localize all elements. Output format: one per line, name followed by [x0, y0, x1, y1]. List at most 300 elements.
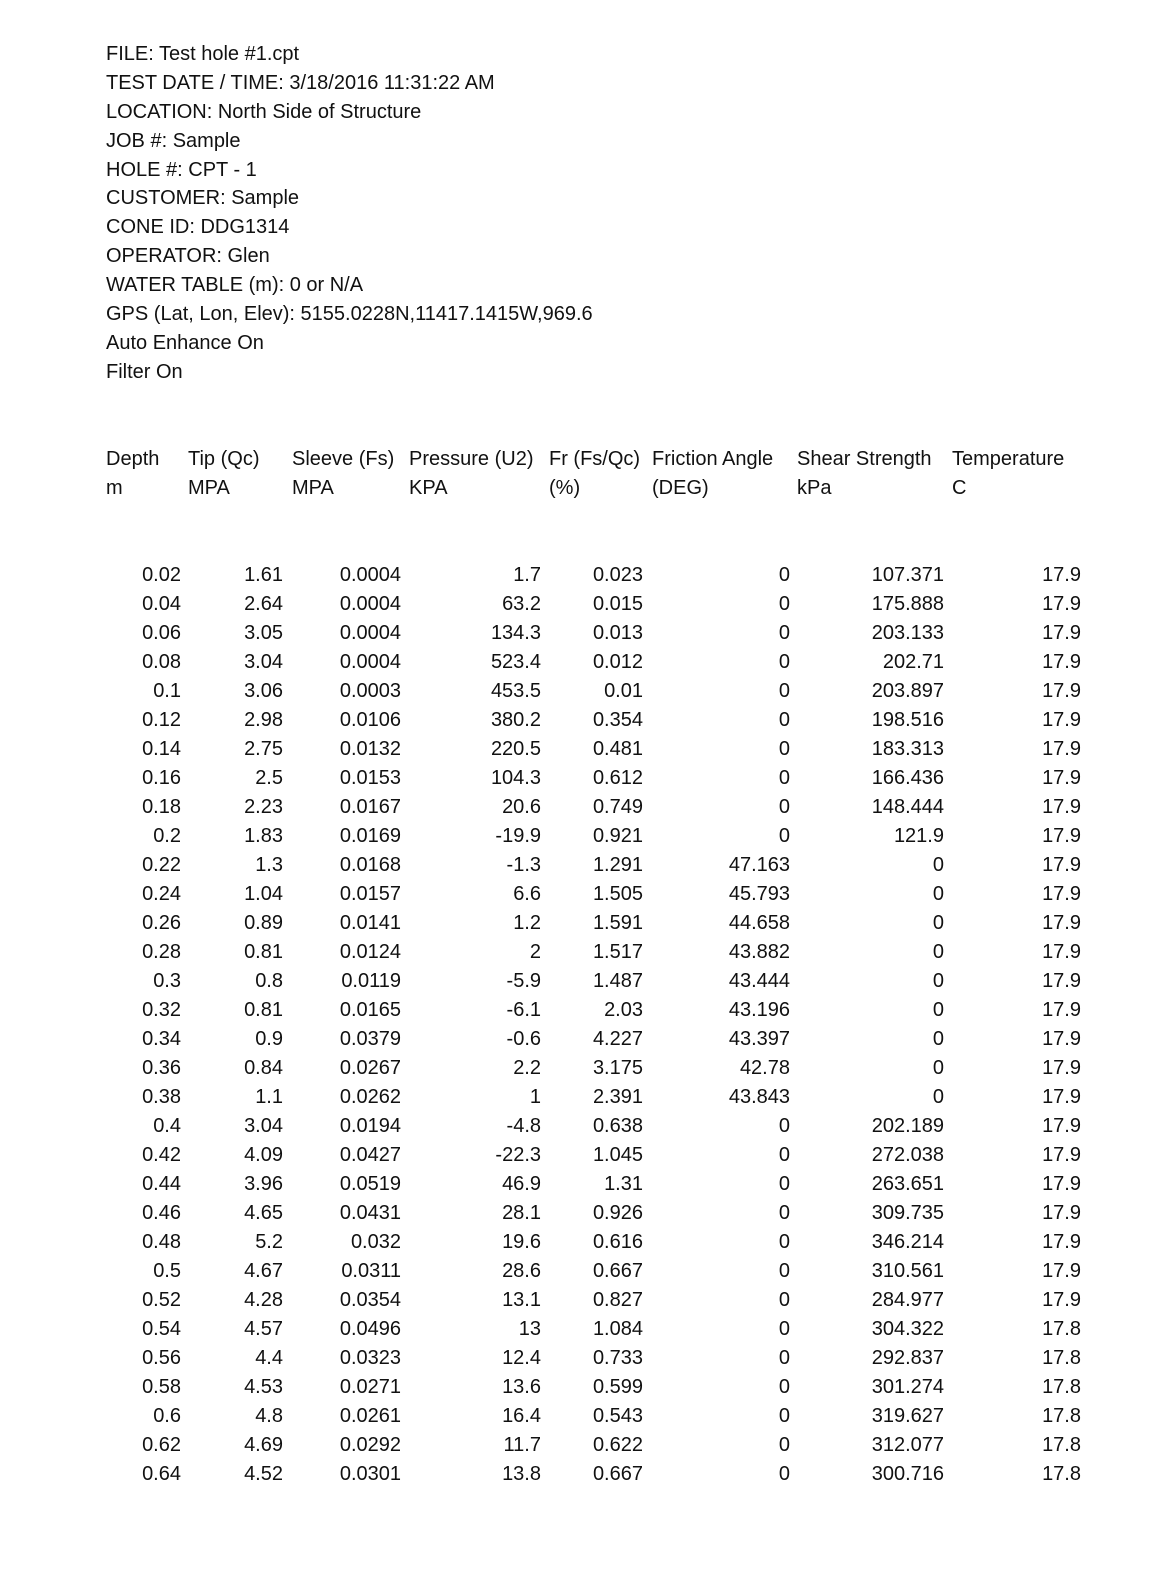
- table-cell: 0.54: [142, 1318, 181, 1340]
- table-cell: 17.9: [1042, 1231, 1081, 1253]
- table-cell: 44.658: [728, 912, 790, 934]
- table-row: [0, 1286, 1176, 1315]
- table-cell: 0: [778, 1173, 790, 1195]
- table-cell: 1.2: [513, 912, 541, 934]
- table-cell: 2.5: [255, 767, 283, 789]
- table-cell: 12.4: [502, 1347, 541, 1369]
- table-row: [0, 909, 1176, 938]
- table-cell: 0.0004: [339, 622, 401, 644]
- table-cell: 0: [778, 564, 790, 586]
- table-cell: 0.749: [592, 796, 643, 818]
- table-cell: 0: [778, 1434, 790, 1456]
- table-cell: 0.01: [604, 680, 643, 702]
- table-cell: 43.196: [728, 999, 790, 1021]
- table-cell: 0.64: [142, 1463, 181, 1485]
- table-cell: 0: [778, 622, 790, 644]
- table-cell: 43.397: [728, 1028, 790, 1050]
- column-header-name: Pressure (U2): [409, 448, 534, 470]
- table-row: [0, 1373, 1176, 1402]
- header-line: OPERATOR: Glen: [106, 245, 270, 268]
- table-cell: 17.9: [1042, 1028, 1081, 1050]
- table-cell: 4.57: [244, 1318, 283, 1340]
- table-cell: 3.96: [244, 1173, 283, 1195]
- table-cell: 0.0292: [339, 1434, 401, 1456]
- table-cell: 17.9: [1042, 1115, 1081, 1137]
- table-cell: 0: [778, 680, 790, 702]
- table-cell: 0: [932, 912, 944, 934]
- table-cell: 17.8: [1042, 1347, 1081, 1369]
- table-cell: 0: [778, 1231, 790, 1253]
- table-cell: 0.84: [244, 1057, 283, 1079]
- table-cell: 4.69: [244, 1434, 283, 1456]
- table-cell: -4.8: [506, 1115, 541, 1137]
- table-cell: 0.04: [142, 593, 181, 615]
- table-cell: 312.077: [871, 1434, 944, 1456]
- table-cell: 0.89: [244, 912, 283, 934]
- table-cell: 0: [932, 1028, 944, 1050]
- table-cell: 310.561: [871, 1260, 944, 1282]
- table-cell: 301.274: [871, 1376, 944, 1398]
- table-row: [0, 1402, 1176, 1431]
- table-cell: 0.0271: [339, 1376, 401, 1398]
- table-cell: 0.2: [153, 825, 181, 847]
- table-cell: 0.32: [142, 999, 181, 1021]
- table-cell: 20.6: [502, 796, 541, 818]
- table-cell: 17.9: [1042, 622, 1081, 644]
- table-cell: 0.612: [592, 767, 643, 789]
- table-row: [0, 764, 1176, 793]
- column-header-unit: MPA: [292, 477, 334, 499]
- table-cell: 0.14: [142, 738, 181, 760]
- table-cell: -22.3: [495, 1144, 541, 1166]
- table-cell: 0.0169: [339, 825, 401, 847]
- table-cell: 17.8: [1042, 1463, 1081, 1485]
- table-cell: 292.837: [871, 1347, 944, 1369]
- table-row: [0, 793, 1176, 822]
- table-cell: 0: [932, 1057, 944, 1079]
- table-cell: 5.2: [255, 1231, 283, 1253]
- column-header-name: Tip (Qc): [188, 448, 260, 470]
- table-cell: 0.44: [142, 1173, 181, 1195]
- table-cell: 300.716: [871, 1463, 944, 1485]
- table-cell: 166.436: [871, 767, 944, 789]
- table-cell: 1.591: [592, 912, 643, 934]
- table-row: [0, 648, 1176, 677]
- table-cell: 0: [778, 1202, 790, 1224]
- table-cell: 2: [529, 941, 541, 963]
- table-cell: 0.0141: [339, 912, 401, 934]
- table-cell: 17.8: [1042, 1405, 1081, 1427]
- table-cell: 0.81: [244, 941, 283, 963]
- table-cell: 0: [932, 999, 944, 1021]
- column-header-name: Fr (Fs/Qc): [549, 448, 641, 470]
- table-cell: 0.3: [153, 970, 181, 992]
- table-cell: 2.2: [513, 1057, 541, 1079]
- table-cell: 0.023: [592, 564, 643, 586]
- table-cell: 17.9: [1042, 564, 1081, 586]
- header-line: GPS (Lat, Lon, Elev): 5155.0228N,11417.1415W,969.6: [106, 303, 593, 326]
- table-cell: 0.1: [153, 680, 181, 702]
- table-cell: 4.09: [244, 1144, 283, 1166]
- table-cell: 0.48: [142, 1231, 181, 1253]
- table-cell: 1.045: [592, 1144, 643, 1166]
- column-header-name: Temperature: [952, 448, 1065, 470]
- table-row: [0, 619, 1176, 648]
- table-cell: 1.7: [513, 564, 541, 586]
- table-cell: 1: [529, 1086, 541, 1108]
- table-cell: 0.02: [142, 564, 181, 586]
- table-cell: 17.9: [1042, 593, 1081, 615]
- table-cell: 13.8: [502, 1463, 541, 1485]
- column-header-name: Sleeve (Fs): [292, 448, 395, 470]
- table-cell: 0.013: [592, 622, 643, 644]
- table-cell: 0: [778, 651, 790, 673]
- table-cell: 0.0427: [339, 1144, 401, 1166]
- table-cell: 17.9: [1042, 854, 1081, 876]
- table-cell: -1.3: [506, 854, 541, 876]
- table-cell: 1.61: [244, 564, 283, 586]
- table-cell: 0.0004: [339, 593, 401, 615]
- table-cell: 0.638: [592, 1115, 643, 1137]
- table-cell: 0.58: [142, 1376, 181, 1398]
- table-cell: 0: [778, 1289, 790, 1311]
- table-cell: 0: [932, 941, 944, 963]
- table-cell: 1.04: [244, 883, 283, 905]
- table-cell: 3.05: [244, 622, 283, 644]
- table-row: [0, 1141, 1176, 1170]
- table-cell: 107.371: [871, 564, 944, 586]
- table-cell: 28.6: [502, 1260, 541, 1282]
- table-cell: 45.793: [728, 883, 790, 905]
- table-cell: 0: [932, 883, 944, 905]
- table-column-headers: [0, 445, 1176, 505]
- table-cell: 17.9: [1042, 912, 1081, 934]
- table-cell: 0.0119: [341, 970, 401, 992]
- header-line: FILE: Test hole #1.cpt: [106, 43, 300, 65]
- table-cell: 0.667: [592, 1260, 643, 1282]
- table-cell: 0.18: [142, 796, 181, 818]
- table-cell: 0.0194: [339, 1115, 401, 1137]
- table-cell: 0.62: [142, 1434, 181, 1456]
- table-cell: 0.0301: [339, 1463, 401, 1485]
- table-cell: 0.0004: [339, 651, 401, 673]
- table-row: [0, 1431, 1176, 1460]
- table-cell: 1.084: [592, 1318, 643, 1340]
- table-cell: 0.52: [142, 1289, 181, 1311]
- table-cell: 63.2: [502, 593, 541, 615]
- table-cell: 0: [778, 767, 790, 789]
- table-row: [0, 1170, 1176, 1199]
- table-cell: 0: [778, 1115, 790, 1137]
- table-cell: 0.015: [592, 593, 643, 615]
- table-cell: 17.9: [1042, 651, 1081, 673]
- cpt-data-table: [0, 561, 1176, 1489]
- table-cell: 1.3: [255, 854, 283, 876]
- table-row: [0, 1315, 1176, 1344]
- table-cell: 0.0261: [339, 1405, 401, 1427]
- table-cell: 0: [778, 1318, 790, 1340]
- table-cell: 0.0262: [339, 1086, 401, 1108]
- table-cell: 0: [778, 1144, 790, 1166]
- table-cell: 0.0168: [339, 854, 401, 876]
- table-row: [0, 1054, 1176, 1083]
- column-header: [292, 445, 394, 503]
- table-cell: 1.505: [592, 883, 643, 905]
- table-row: [0, 1344, 1176, 1373]
- table-cell: 0.6: [153, 1405, 181, 1427]
- table-cell: 0: [778, 1463, 790, 1485]
- table-cell: 0.46: [142, 1202, 181, 1224]
- table-cell: 0.0267: [339, 1057, 401, 1079]
- table-cell: 0.543: [592, 1405, 643, 1427]
- table-cell: 0.36: [142, 1057, 181, 1079]
- column-header-unit: (DEG): [652, 477, 709, 499]
- table-cell: 4.227: [592, 1028, 643, 1050]
- table-cell: 13: [518, 1318, 541, 1340]
- table-cell: 19.6: [502, 1231, 541, 1253]
- table-cell: 175.888: [871, 593, 944, 615]
- table-cell: 0.16: [142, 767, 181, 789]
- table-cell: 4.52: [244, 1463, 283, 1485]
- table-cell: 17.9: [1042, 1173, 1081, 1195]
- table-cell: 183.313: [871, 738, 944, 760]
- table-cell: 47.163: [728, 854, 790, 876]
- table-cell: 0.81: [244, 999, 283, 1021]
- table-cell: 380.2: [490, 709, 541, 731]
- table-row: [0, 996, 1176, 1025]
- table-cell: 0.28: [142, 941, 181, 963]
- table-row: [0, 1460, 1176, 1489]
- table-cell: 319.627: [871, 1405, 944, 1427]
- table-cell: 304.322: [871, 1318, 944, 1340]
- table-cell: 134.3: [490, 622, 541, 644]
- table-cell: 2.23: [244, 796, 283, 818]
- table-cell: 272.038: [871, 1144, 944, 1166]
- table-row: [0, 706, 1176, 735]
- table-cell: 2.75: [244, 738, 283, 760]
- column-header-name: Shear Strength: [797, 448, 932, 470]
- table-cell: 17.9: [1042, 767, 1081, 789]
- header-line: WATER TABLE (m): 0 or N/A: [106, 274, 364, 297]
- table-cell: 0.0165: [339, 999, 401, 1021]
- table-cell: 2.98: [244, 709, 283, 731]
- table-cell: 17.8: [1042, 1434, 1081, 1456]
- table-cell: 17.9: [1042, 1289, 1081, 1311]
- column-header: [409, 445, 533, 503]
- column-header-unit: kPa: [797, 477, 832, 499]
- table-cell: 1.517: [592, 941, 643, 963]
- table-row: [0, 1228, 1176, 1257]
- table-cell: 0.0106: [339, 709, 401, 731]
- table-cell: 0.733: [592, 1347, 643, 1369]
- table-cell: 17.9: [1042, 738, 1081, 760]
- table-cell: 0.0153: [339, 767, 401, 789]
- table-cell: 0.8: [255, 970, 283, 992]
- header-line: Auto Enhance On: [106, 331, 264, 354]
- table-cell: 17.9: [1042, 709, 1081, 731]
- table-cell: 0.0167: [339, 796, 401, 818]
- table-cell: 4.53: [244, 1376, 283, 1398]
- table-cell: 17.9: [1042, 825, 1081, 847]
- table-cell: 43.444: [728, 970, 790, 992]
- table-cell: 0.42: [142, 1144, 181, 1166]
- table-cell: 0.0124: [339, 941, 401, 963]
- table-cell: 309.735: [871, 1202, 944, 1224]
- table-cell: 0: [778, 796, 790, 818]
- column-header-unit: KPA: [409, 477, 448, 499]
- table-cell: 46.9: [502, 1173, 541, 1195]
- table-cell: 1.487: [592, 970, 643, 992]
- table-cell: 17.9: [1042, 680, 1081, 702]
- table-cell: 17.9: [1042, 1086, 1081, 1108]
- table-cell: 0.56: [142, 1347, 181, 1369]
- table-cell: 0.354: [592, 709, 643, 731]
- table-cell: 0: [778, 825, 790, 847]
- table-cell: 263.651: [871, 1173, 944, 1195]
- table-row: [0, 1199, 1176, 1228]
- header-line: HOLE #: CPT - 1: [106, 158, 257, 181]
- column-header: [952, 445, 1064, 503]
- table-cell: 17.9: [1042, 1057, 1081, 1079]
- table-cell: 17.9: [1042, 999, 1081, 1021]
- table-cell: 0.0379: [339, 1028, 401, 1050]
- table-cell: 3.175: [592, 1057, 643, 1079]
- table-cell: 0.0157: [339, 883, 401, 905]
- table-cell: 0.0323: [339, 1347, 401, 1369]
- table-cell: 0.012: [592, 651, 643, 673]
- table-cell: 4.8: [255, 1405, 283, 1427]
- table-row: [0, 735, 1176, 764]
- table-cell: 0.0354: [339, 1289, 401, 1311]
- header-line: CUSTOMER: Sample: [106, 187, 300, 210]
- table-cell: 0: [778, 1405, 790, 1427]
- table-row: [0, 1083, 1176, 1112]
- table-row: [0, 967, 1176, 996]
- table-cell: 0.4: [153, 1115, 181, 1137]
- table-cell: 0.667: [592, 1463, 643, 1485]
- table-cell: 0: [778, 593, 790, 615]
- table-cell: 0.24: [142, 883, 181, 905]
- table-cell: 453.5: [490, 680, 541, 702]
- table-cell: 16.4: [502, 1405, 541, 1427]
- table-cell: 1.291: [592, 854, 643, 876]
- table-row: [0, 822, 1176, 851]
- table-cell: 3.06: [244, 680, 283, 702]
- header-line: LOCATION: North Side of Structure: [106, 100, 422, 123]
- table-cell: 4.67: [244, 1260, 283, 1282]
- table-cell: 0.926: [592, 1202, 643, 1224]
- table-row: [0, 590, 1176, 619]
- table-cell: 1.31: [604, 1173, 643, 1195]
- table-cell: 4.65: [244, 1202, 283, 1224]
- table-cell: 6.6: [513, 883, 541, 905]
- table-cell: 0: [778, 1376, 790, 1398]
- table-cell: 17.9: [1042, 970, 1081, 992]
- table-cell: 43.882: [728, 941, 790, 963]
- table-cell: 0.921: [592, 825, 643, 847]
- table-cell: 203.897: [871, 680, 944, 702]
- column-header: [797, 445, 932, 503]
- table-row: [0, 851, 1176, 880]
- table-cell: 17.9: [1042, 941, 1081, 963]
- column-header-unit: MPA: [188, 477, 230, 499]
- file-metadata-header: [106, 40, 906, 387]
- table-cell: 42.78: [739, 1057, 790, 1079]
- table-cell: 17.9: [1042, 1260, 1081, 1282]
- column-header-unit: C: [952, 477, 967, 499]
- table-cell: 0: [778, 709, 790, 731]
- table-cell: 17.9: [1042, 1144, 1081, 1166]
- column-header-name: Depth: [106, 448, 160, 470]
- table-cell: -19.9: [495, 825, 541, 847]
- table-cell: 0.616: [592, 1231, 643, 1253]
- header-line: JOB #: Sample: [106, 129, 241, 152]
- table-cell: 28.1: [502, 1202, 541, 1224]
- table-cell: 13.6: [502, 1376, 541, 1398]
- table-cell: 0.9: [255, 1028, 283, 1050]
- table-cell: 148.444: [871, 796, 944, 818]
- table-cell: 1.83: [244, 825, 283, 847]
- table-cell: 202.189: [871, 1115, 944, 1137]
- table-cell: 0.827: [592, 1289, 643, 1311]
- table-cell: 0.032: [350, 1231, 401, 1253]
- header-line: Filter On: [106, 360, 183, 383]
- table-cell: 3.04: [244, 1115, 283, 1137]
- table-cell: 3.04: [244, 651, 283, 673]
- table-cell: 0: [778, 738, 790, 760]
- column-header: [652, 445, 773, 503]
- table-cell: 2.03: [604, 999, 643, 1021]
- table-cell: -5.9: [506, 970, 541, 992]
- table-cell: 17.9: [1042, 883, 1081, 905]
- table-row: [0, 1025, 1176, 1054]
- table-cell: 0.481: [592, 738, 643, 760]
- table-cell: 284.977: [871, 1289, 944, 1311]
- table-row: [0, 880, 1176, 909]
- table-cell: 0.0132: [339, 738, 401, 760]
- table-cell: 0: [932, 854, 944, 876]
- table-cell: 43.843: [728, 1086, 790, 1108]
- table-cell: 0.26: [142, 912, 181, 934]
- table-cell: 220.5: [490, 738, 541, 760]
- table-cell: 104.3: [490, 767, 541, 789]
- table-cell: 0.622: [592, 1434, 643, 1456]
- table-cell: 2.391: [592, 1086, 643, 1108]
- table-row: [0, 1257, 1176, 1286]
- table-cell: 0.0003: [339, 680, 401, 702]
- table-cell: 0: [778, 1347, 790, 1369]
- table-cell: 17.8: [1042, 1318, 1081, 1340]
- table-row: [0, 1112, 1176, 1141]
- table-cell: 17.9: [1042, 1202, 1081, 1224]
- table-cell: -6.1: [506, 999, 541, 1021]
- column-header: [188, 445, 259, 503]
- table-cell: 0.22: [142, 854, 181, 876]
- table-cell: 0.06: [142, 622, 181, 644]
- column-header-unit: m: [106, 477, 123, 499]
- table-cell: 121.9: [893, 825, 944, 847]
- table-cell: 1.1: [255, 1086, 283, 1108]
- table-cell: 0.12: [142, 709, 181, 731]
- table-cell: 0.0496: [339, 1318, 401, 1340]
- table-cell: 0.38: [142, 1086, 181, 1108]
- table-row: [0, 938, 1176, 967]
- column-header: [106, 445, 159, 503]
- table-cell: 13.1: [502, 1289, 541, 1311]
- header-line: CONE ID: DDG1314: [106, 216, 290, 239]
- table-cell: 523.4: [490, 651, 541, 673]
- table-cell: 346.214: [871, 1231, 944, 1253]
